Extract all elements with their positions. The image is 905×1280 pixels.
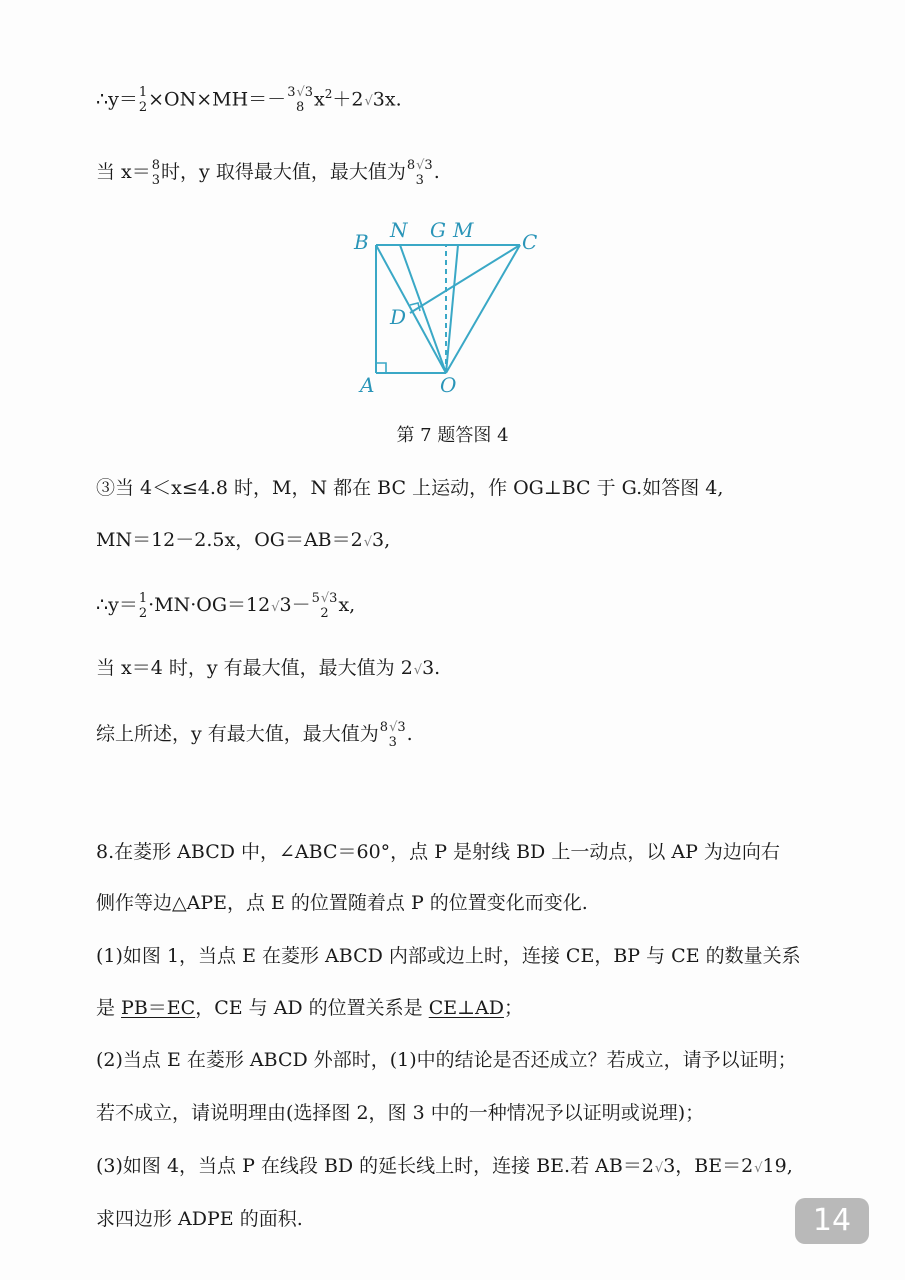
text-run: 当 x＝4 时，y 有最大值，最大值为 2 [96, 657, 413, 679]
exponent: 2 [324, 87, 333, 101]
segment-ob [376, 245, 446, 373]
problem-8-part-1-line-1: (1)如图 1，当点 E 在菱形 ABCD 内部或边上时，连接 CE，BP 与 CE 的数量关系 [96, 945, 801, 967]
denominator: 3 [388, 735, 397, 750]
sqrt-symbol: √ [416, 158, 425, 173]
text-line-conclusion [96, 720, 413, 750]
numerator [312, 591, 338, 606]
problem-8-part-2-line-1: (2)当点 E 在菱形 ABCD 外部时，(1)中的结论是否还成立？若成立，请予以证明； [96, 1049, 797, 1071]
formula-line-y-mn-og [96, 591, 355, 621]
text-run: ·MN·OG＝12 [148, 594, 271, 616]
geometry-figure [350, 216, 550, 402]
text-run: 3. [422, 657, 441, 679]
formula-line-y-area [96, 82, 402, 115]
coefficient: 3 [287, 85, 296, 101]
sqrt-symbol: √ [389, 720, 398, 735]
label-d: D [390, 305, 407, 329]
fraction-8root3-over-3 [380, 720, 406, 750]
text-run: 是 [96, 997, 122, 1019]
denominator: 3 [151, 173, 161, 188]
fraction-8-over-3 [152, 158, 160, 188]
text-run: 3－ [279, 594, 311, 616]
label-m: M [453, 218, 474, 242]
coefficient: 8 [379, 720, 389, 735]
text-run: ＋2 [332, 88, 364, 111]
text-run: 3x. [372, 88, 402, 111]
answer-pb-ec: PB＝EC [121, 997, 196, 1019]
label-a: A [360, 373, 375, 397]
numerator [407, 158, 433, 173]
text-run: 19, [762, 1155, 793, 1177]
sqrt-symbol: √ [754, 1161, 763, 1176]
text-run: ∴y＝ [96, 88, 138, 111]
coefficient: 8 [406, 158, 416, 173]
label-o: O [440, 373, 457, 397]
radicand: 3 [329, 591, 338, 606]
sqrt-symbol: √ [296, 85, 305, 101]
page-number-badge: 14 [795, 1198, 869, 1244]
radicand: 3 [304, 85, 314, 101]
sqrt-symbol: √ [654, 1161, 664, 1176]
problem-8-part-3-line-1 [96, 1154, 793, 1181]
text-run: ×ON×MH＝－ [148, 88, 287, 111]
problem-8-part-3-line-2: 求四边形 ADPE 的面积. [96, 1208, 303, 1230]
text-run: x [314, 88, 325, 111]
text-line-max-at-4 [96, 656, 440, 683]
text-run: (3)如图 4，当点 P 在线段 BD 的延长线上时，连接 BE.若 AB＝2 [96, 1155, 654, 1177]
label-b: B [354, 230, 369, 254]
sqrt-symbol: √ [413, 663, 423, 678]
text-run: 时，y 取得最大值，最大值为 [161, 161, 406, 183]
numerator: 1 [138, 85, 148, 101]
problem-8-part-1-line-2 [96, 996, 523, 1020]
text-run: 3, [372, 529, 391, 551]
fraction-3root3-over-8 [287, 85, 313, 115]
denominator: 3 [415, 173, 424, 188]
fraction-one-half [139, 591, 147, 621]
sqrt-symbol: √ [364, 94, 373, 110]
text-run: 综上所述，y 有最大值，最大值为 [96, 723, 379, 745]
label-g: G [430, 218, 446, 242]
sqrt-symbol: √ [271, 600, 280, 615]
fraction-one-half [139, 85, 147, 115]
text-line-case-three: ③当 4＜x≤4.8 时，M，N 都在 BC 上运动，作 OG⊥BC 于 G.如答图 4, [96, 477, 724, 499]
denominator: 8 [295, 100, 305, 116]
numerator: 1 [138, 591, 148, 606]
denominator: 2 [320, 606, 329, 621]
numerator [380, 720, 406, 735]
radicand: 3 [397, 720, 406, 735]
fraction-8root3-over-3 [407, 158, 433, 188]
text-run: ，CE 与 AD 的位置关系是 [195, 997, 429, 1019]
text-run: ； [503, 997, 523, 1019]
text-run: 3，BE＝2 [663, 1155, 754, 1177]
denominator: 2 [138, 100, 148, 116]
right-angle-mark-a [376, 363, 386, 373]
numerator [287, 85, 313, 100]
numerator: 8 [151, 158, 161, 173]
text-run: . [433, 161, 440, 183]
label-c: C [522, 230, 538, 254]
coefficient: 5 [311, 591, 320, 606]
answer-ce-perp-ad: CE⊥AD [428, 997, 504, 1019]
label-n: N [390, 218, 408, 242]
sqrt-symbol: √ [320, 591, 330, 606]
segment-on [400, 245, 446, 373]
denominator: 2 [138, 606, 148, 621]
formula-line-mn-og [96, 528, 390, 555]
figure-caption: 第 7 题答图 4 [396, 425, 509, 446]
text-run: . [406, 723, 413, 745]
text-run: ∴y＝ [96, 594, 138, 616]
sqrt-symbol: √ [363, 535, 373, 550]
radicand: 3 [424, 158, 433, 173]
segment-dc [410, 245, 520, 313]
problem-8-line-1: 8.在菱形 ABCD 中，∠ABC＝60°，点 P 是射线 BD 上一动点，以 AP 为边向右 [96, 841, 780, 863]
problem-8-line-2: 侧作等边△APE，点 E 的位置随着点 P 的位置变化而变化. [96, 892, 588, 914]
problem-8-part-2-line-2: 若不成立，请说明理由(选择图 2，图 3 中的一种情况予以证明或说理)； [96, 1102, 705, 1124]
fraction-5root3-over-2 [312, 591, 338, 621]
text-line-max-value [96, 158, 440, 188]
text-run: MN＝12－2.5x，OG＝AB＝2 [96, 529, 363, 551]
text-run: 当 x＝ [96, 161, 151, 183]
text-run: x, [338, 594, 356, 616]
